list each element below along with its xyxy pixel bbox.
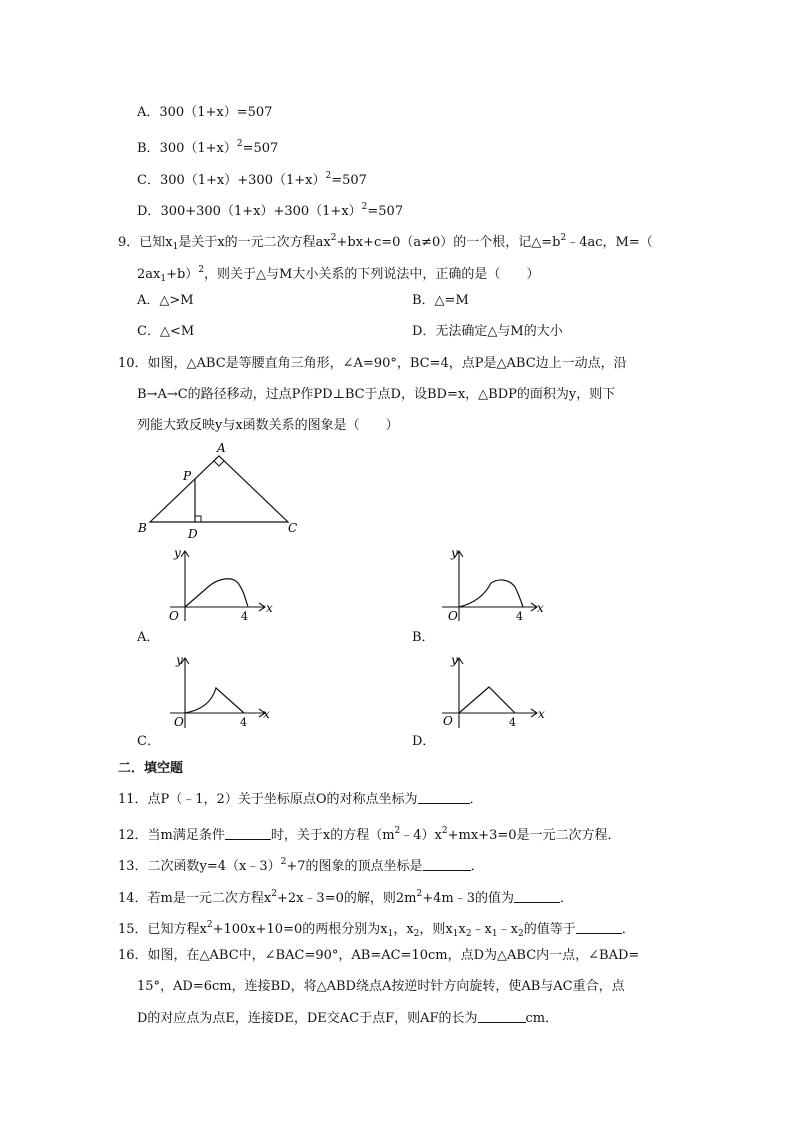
svg-text:4: 4	[240, 716, 247, 729]
q16-line-3: D的对应点为点E，连接DE，DE交AC于点F，则AF的长为 cm．	[137, 1011, 559, 1026]
section-heading: 二．填空题	[118, 761, 184, 776]
answer-blank-14[interactable]	[514, 890, 560, 903]
q16-line-2: 15°，AD=6cm，连接BD，将△ABD绕点A按逆时针方向旋转，使AB与AC重合，点	[137, 979, 625, 994]
svg-text:4: 4	[516, 610, 523, 623]
q10-line-2: B→A→C的路径移动，过点P作PD⊥BC于点D，设BD=x，△BDP的面积为y，则下	[137, 387, 616, 402]
answer-blank-11[interactable]	[418, 791, 470, 804]
svg-text:O: O	[169, 609, 179, 623]
graph-option-b	[437, 545, 552, 625]
q10-line-1: 10．如图，△ABC是等腰直角三角形，∠A=90°，BC=4，点P是△ABC边上一动点，沿	[118, 356, 627, 371]
svg-text:y: y	[176, 653, 183, 667]
q14: 14．若m是一元二次方程$x^2+2x﹣3=0$的解，则$2m^2+4m﹣3$的值为 ．	[118, 889, 573, 906]
q9-option-b: B．△=M	[412, 293, 469, 308]
answer-blank-12[interactable]	[225, 827, 271, 840]
q8-option-b: B．$300(1+x)^2=507$	[137, 139, 279, 156]
svg-text:x: x	[537, 601, 544, 615]
q11: 11．点P（﹣1，2）关于坐标原点O的对称点坐标为 ．	[118, 792, 483, 807]
graph-option-c	[160, 650, 275, 730]
curve-b	[459, 580, 523, 607]
graph-d-label: D．	[412, 734, 436, 749]
q9-line-1: 9．已知$x_1$是关于x的一元二次方程$ax^2+bx+c=0(a\ne 0)$的一个根，记$\triangle=b^2﹣4ac$，M=（	[118, 233, 653, 252]
label-d: D	[188, 527, 198, 541]
q9-option-d: D．无法确定△与M的大小	[412, 324, 563, 339]
graph-option-a	[160, 545, 275, 625]
q10-line-3: 列能大致反映y与x函数关系的图象是（ ）	[137, 418, 399, 433]
svg-text:y: y	[174, 546, 181, 560]
q9-option-a: A．△>M	[137, 293, 194, 308]
svg-text:y: y	[451, 546, 458, 560]
curve-d	[459, 687, 515, 713]
curve-c	[185, 688, 244, 713]
q15: 15．已知方程$x^2+100x+10=0$的两根分别为$x_1$，$x_2$，则$x_1x_2﹣x_1﹣x_2$的值等于 ．	[118, 920, 635, 939]
q9-option-c: C．△<M	[137, 324, 195, 339]
graph-a-label: A．	[137, 630, 160, 645]
graph-c-label: C．	[137, 734, 160, 749]
graph-b-label: B．	[412, 630, 435, 645]
triangle-figure	[130, 440, 310, 545]
svg-text:O: O	[448, 609, 458, 623]
svg-text:x: x	[538, 707, 545, 721]
svg-text:O: O	[174, 715, 184, 729]
curve-a	[185, 579, 248, 607]
svg-text:x: x	[266, 601, 273, 615]
svg-text:4: 4	[241, 610, 248, 623]
answer-blank-15[interactable]	[576, 921, 622, 934]
svg-text:x: x	[263, 707, 270, 721]
svg-text:4: 4	[509, 716, 516, 729]
label-c: C	[288, 521, 298, 535]
svg-text:y: y	[451, 653, 458, 667]
svg-text:O: O	[443, 714, 453, 728]
q12: 12．当m满足条件 时，关于x的方程$(m^2﹣4)x^2+mx+3=0$是一元二次方程．	[118, 826, 621, 843]
q8-option-d: D．$300+300(1+x)+300(1+x)^2=507$	[137, 202, 404, 219]
label-a: A	[217, 441, 226, 455]
q16-line-1: 16．如图，在△ABC中，∠BAC=90°，AB=AC=10cm，点D为△ABC内一点，∠BAD=	[118, 948, 640, 963]
answer-blank-13[interactable]	[423, 858, 471, 871]
q9-line-2: $2ax_1+b)^2$，则关于△与M大小关系的下列说法中，正确的是（ ）	[137, 265, 540, 284]
label-b: B	[138, 521, 147, 535]
graph-option-d	[437, 650, 552, 730]
q13: 13．二次函数y=4（x﹣3）$^2$+7的图象的顶点坐标是 ．	[118, 857, 484, 874]
right-angle-mark-d	[195, 516, 201, 522]
answer-blank-16[interactable]	[478, 1010, 526, 1023]
q8-option-a: A．300（1+x）=507	[137, 105, 273, 120]
label-p: P	[183, 469, 192, 483]
right-angle-mark-a	[214, 461, 224, 466]
q8-option-c: C．$300(1+x)+300(1+x)^2=507$	[137, 171, 367, 188]
